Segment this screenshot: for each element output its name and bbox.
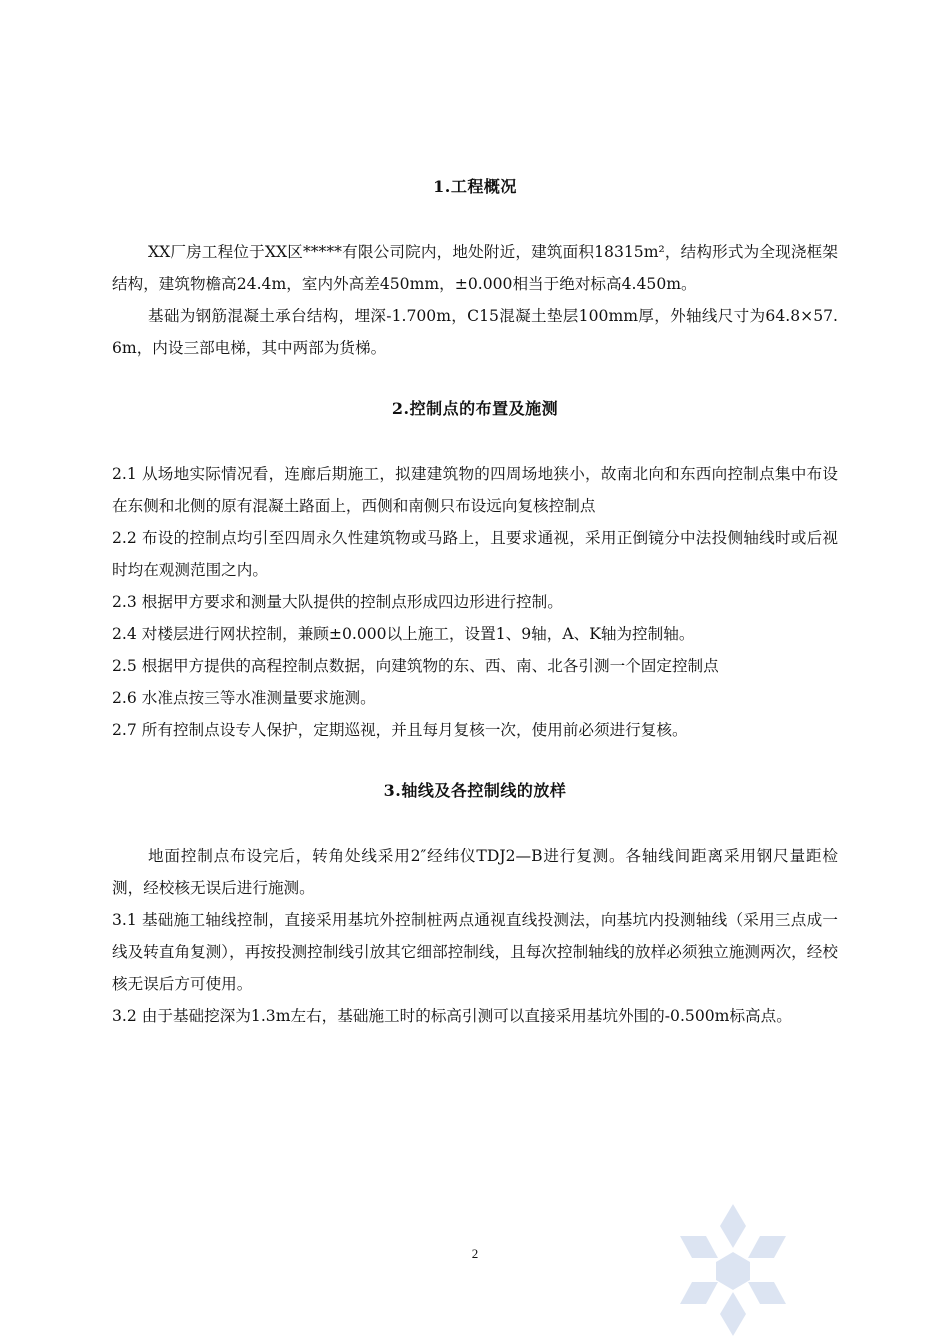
axis-layout-item: 3.1 基础施工轴线控制，直接采用基坑外控制桩两点通视直线投测法，向基坑内投测轴线（采用三点成一线及转直角复测），再按投测控制线引放其它细部控制线，且每次控制轴线的放样必须独立施测两次，经校核无误后方可使用。 (112, 911, 838, 993)
overview-paragraph: 基础为钢筋混凝土承台结构，埋深-1.700m，C15混凝土垫层100mm厚，外轴线尺寸为64.8×57.6m，内设三部电梯，其中两部为货梯。 (112, 307, 838, 357)
document-body (112, 172, 838, 1032)
control-point-item: 2.2 布设的控制点均引至四周永久性建筑物或马路上，且要求通视，采用正倒镜分中法投侧轴线时或后视时均在观测范围之内。 (112, 529, 838, 579)
axis-layout-item: 3.2 由于基础挖深为1.3m左右，基础施工时的标高引测可以直接采用基坑外围的-0.500m标高点。 (112, 1007, 792, 1025)
axis-layout-intro: 地面控制点布设完后，转角处线采用2″经纬仪TDJ2—B进行复测。各轴线间距离采用钢尺量距检测，经校核无误后进行施测。 (112, 847, 838, 897)
snowflake-logo-watermark-icon (668, 1196, 798, 1344)
control-point-item: 2.3 根据甲方要求和测量大队提供的控制点形成四边形进行控制。 (112, 593, 563, 611)
section-heading-control-points: 2.控制点的布置及施测 (391, 399, 559, 418)
control-point-item: 2.4 对楼层进行网状控制，兼顾±0.000以上施工，设置1、9轴，A、K轴为控制轴。 (112, 625, 695, 643)
section-heading-axis-layout: 3.轴线及各控制线的放样 (383, 781, 567, 800)
control-point-item: 2.6 水准点按三等水准测量要求施测。 (112, 689, 376, 707)
page-number: 2 (471, 1246, 479, 1261)
control-point-item: 2.5 根据甲方提供的高程控制点数据，向建筑物的东、西、南、北各引测一个固定控制点 (112, 657, 719, 675)
section-heading-overview: 1.工程概况 (433, 177, 517, 196)
overview-paragraph: XX厂房工程位于XX区*****有限公司院内，地处附近，建筑面积18315m²，结构形式为全现浇框架结构，建筑物檐高24.4m，室内外高差450mm，±0.000相当于绝对标高4.450m。 (112, 243, 838, 293)
control-point-item: 2.1 从场地实际情况看，连廊后期施工，拟建建筑物的四周场地狭小，故南北向和东西向控制点集中布设在东侧和北侧的原有混凝土路面上，西侧和南侧只布设远向复核控制点 (112, 465, 838, 515)
control-point-item: 2.7 所有控制点设专人保护，定期巡视，并且每月复核一次，使用前必须进行复核。 (112, 721, 688, 739)
